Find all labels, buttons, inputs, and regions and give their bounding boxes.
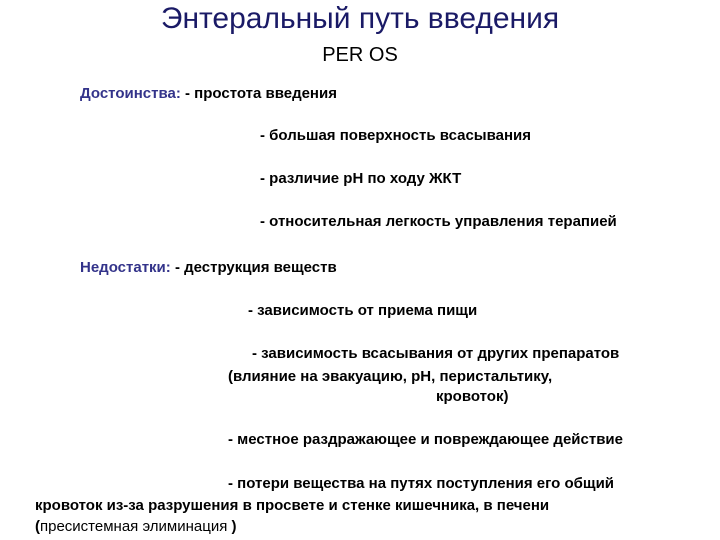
advantage-item: - относительная легкость управления терапией [260, 213, 617, 230]
disadvantage-item: кровоток из-за разрушения в просвете и стенке кишечника, в печени [35, 497, 550, 514]
presystemic-elimination-text: пресистемная элиминация [40, 518, 228, 535]
paren-close: ) [227, 518, 237, 535]
slide-subtitle: PER OS [322, 44, 398, 66]
disadvantages-label: Недостатки: [80, 259, 171, 276]
advantage-item: - различие рН по ходу ЖКТ [260, 170, 462, 187]
advantages-line-1 [80, 85, 337, 103]
disadvantage-item: кровоток) [436, 388, 509, 405]
advantages-label: Достоинства: [80, 85, 181, 102]
disadvantage-item: - деструкция веществ [174, 259, 337, 276]
disadvantage-last-line [35, 518, 237, 536]
disadvantage-item: - зависимость от приема пищи [248, 302, 478, 319]
disadvantage-item: (влияние на эвакуацию, рН, перистальтику, [228, 368, 553, 385]
slide-title: Энтеральный путь введения [160, 2, 560, 35]
disadvantage-item: - потери вещества на путях поступления его общий [228, 475, 615, 492]
disadvantages-line-1 [80, 259, 337, 277]
advantage-item: - простота введения [185, 85, 337, 102]
paren-open: ( [35, 518, 40, 535]
advantage-item: - большая поверхность всасывания [260, 127, 531, 144]
disadvantage-item: - зависимость всасывания от других препаратов [252, 345, 620, 362]
disadvantage-item: - местное раздражающее и повреждающее действие [228, 431, 623, 448]
